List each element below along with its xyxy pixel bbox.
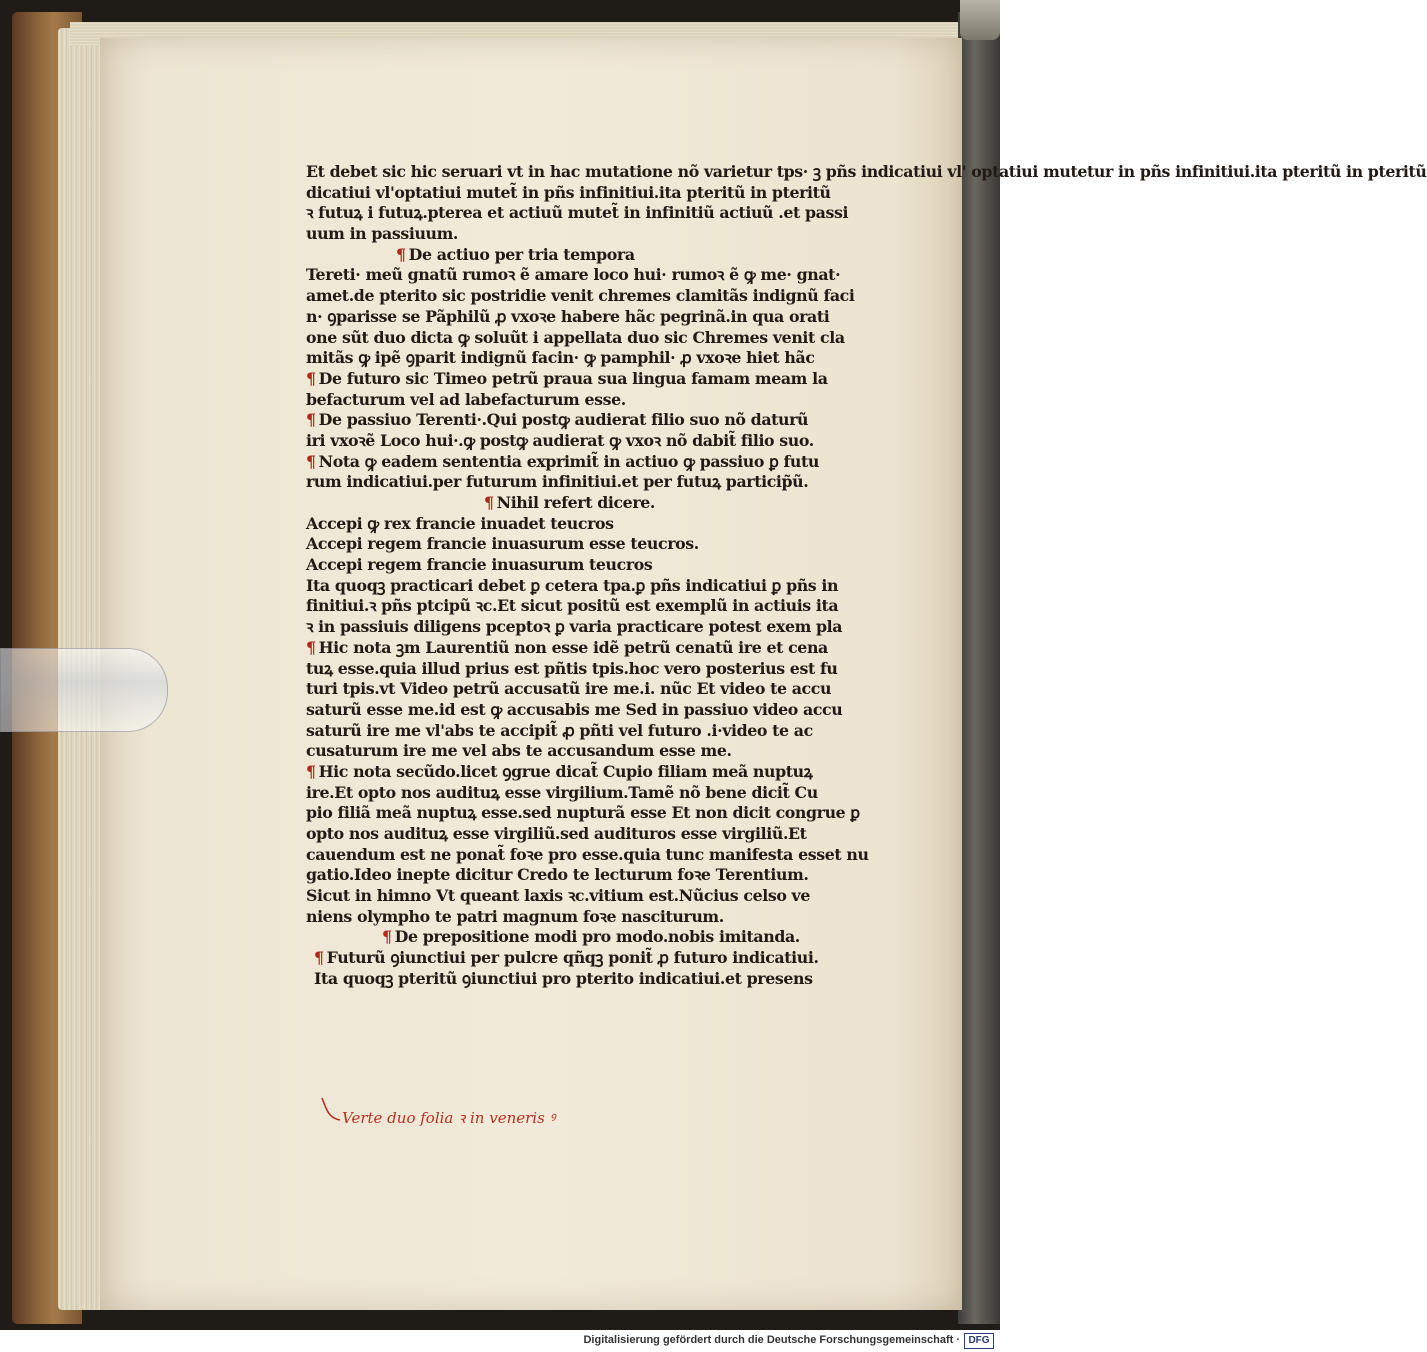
- rubric-pilcrow-icon: ¶: [314, 948, 324, 968]
- text-line: [306, 783, 896, 804]
- text-line: [306, 555, 896, 576]
- text-line-content: Tereti· meũ gnatũ rumoꝛ ẽ amare loco hui· rumoꝛ ẽ ꝙ me· gnat·: [306, 265, 841, 285]
- text-line-content: ire.Et opto nos audituꝝ esse virgilium.Tamẽ nõ bene dicit̃ Cu: [306, 782, 818, 802]
- text-line: [306, 907, 896, 928]
- text-line: [306, 369, 896, 390]
- text-line-content: opto nos audituꝝ esse virgiliũ.sed audituros esse virgiliũ.Et: [306, 824, 807, 843]
- text-line-content: befacturum vel ad labefacturum esse.: [306, 389, 626, 409]
- footer-credit: Digitalisierung gefördert durch die Deutsche Forschungsgemeinschaft ·: [583, 1334, 960, 1346]
- text-line-content: cauendum est ne ponat̃ foꝛe pro esse.quia tunc manifesta esset nu: [306, 844, 869, 864]
- rubric-pilcrow-icon: ¶: [382, 927, 392, 947]
- text-line: [306, 472, 896, 493]
- text-line: [306, 203, 896, 224]
- text-line-content: tuꝝ esse.quia illud prius est pñtis tpis.hoc vero posterius est fu: [306, 658, 838, 678]
- text-line-content: Hic nota ꝫm Laurentiũ non esse idẽ petrũ cenatũ ire et cena: [318, 637, 828, 657]
- text-line: [306, 245, 896, 266]
- rubric-pilcrow-icon: ¶: [396, 244, 406, 264]
- text-line: [306, 452, 896, 473]
- text-line-content: Accepi regem francie inuasurum esse teucros.: [306, 534, 699, 554]
- rubric-pilcrow-icon: ¶: [306, 410, 316, 430]
- rubric-pilcrow-icon: ¶: [306, 637, 316, 657]
- text-line: [306, 741, 896, 762]
- text-line-content: saturũ esse me.id est ꝙ accusabis me Sed in passiuo video accu: [306, 699, 843, 719]
- text-line: [306, 307, 896, 328]
- rubric-pilcrow-icon: ¶: [306, 368, 316, 388]
- text-line: [306, 390, 896, 411]
- text-line: [306, 183, 896, 204]
- text-line-content: Nota ꝙ eadem sententia exprimit̃ in actiuo ꝙ passiuo ꝑ futu: [318, 451, 819, 471]
- text-line: [306, 596, 896, 617]
- text-line: [306, 514, 896, 535]
- text-line: [306, 534, 896, 555]
- text-line-content: De passiuo Terenti·.Qui postꝙ audierat filio suo nõ daturũ: [318, 410, 809, 430]
- text-line: [306, 721, 896, 742]
- text-line: [306, 493, 896, 514]
- text-line-content: Nihil refert dicere.: [496, 493, 656, 512]
- text-line: [306, 617, 896, 638]
- text-line-content: ꝛ in passiuis diligens pceptoꝛ ꝑ varia practicare potest exem pla: [306, 617, 843, 637]
- text-line: [306, 265, 896, 286]
- text-line-content: Hic nota secũdo.licet ꝯgrue dicat̃ Cupio filiam meã nuptuꝝ: [318, 761, 813, 781]
- text-line: [306, 224, 896, 245]
- text-line-content: ꝛ futuꝝ i futuꝝ.pterea et actiuũ mutet̃ in infinitiũ actiuũ .et passi: [306, 203, 849, 223]
- text-line-content: amet.de pterito sic postridie venit chremes clamitãs indignũ faci: [306, 286, 855, 306]
- page-holder-strip: [0, 648, 168, 732]
- right-binding-board: [958, 12, 1000, 1324]
- text-line-content: cusaturum ire me vel abs te accusandum esse me.: [306, 741, 732, 761]
- text-line: [306, 431, 896, 452]
- text-line: [306, 927, 896, 948]
- text-line: [306, 845, 896, 866]
- clasp: [960, 0, 1000, 40]
- text-line: [306, 328, 896, 349]
- text-line-content: pio filiã meã nuptuꝝ esse.sed nupturã esse Et non dicit congrue ꝑ: [306, 803, 860, 823]
- text-line: [306, 659, 896, 680]
- text-line-content: niens olympho te patri magnum foꝛe nasciturum.: [306, 906, 724, 926]
- text-line-content: De prepositione modi pro modo.nobis imitanda.: [394, 927, 800, 947]
- text-line: [306, 348, 896, 369]
- text-line: [306, 948, 896, 969]
- rubric-pilcrow-icon: ¶: [306, 451, 316, 471]
- rubric-pilcrow-icon: ¶: [306, 761, 316, 781]
- dfg-logo: DFG: [964, 1333, 994, 1349]
- text-line-content: rum indicatiui.per futurum infinitiui.et per futuꝝ particip̃ũ.: [306, 472, 809, 492]
- text-line-content: Ita quoqꝫ practicari debet ꝑ cetera tpa.ꝑ pñs indicatiui ꝑ pñs in: [306, 575, 839, 595]
- text-block: [306, 162, 1427, 990]
- text-line-content: mitãs ꝙ ipẽ ꝯparit indignũ facin· ꝙ pamphil· ꝓ vxoꝛe hiet hãc: [306, 348, 815, 368]
- text-line-content: finitiui.ꝛ pñs ptcipũ ꝛc.Et sicut positũ est exemplũ in actiuis ita: [306, 596, 839, 616]
- text-line: [306, 410, 896, 431]
- text-line-content: Accepi regem francie inuasurum teucros: [306, 555, 653, 575]
- text-line: [306, 865, 896, 886]
- text-line: [306, 762, 896, 783]
- text-line-content: De actiuo per tria tempora: [408, 244, 635, 264]
- text-line-content: one sũt duo dicta ꝙ soluũt i appellata duo sic Chremes venit cla: [306, 327, 845, 347]
- text-line: [306, 162, 1427, 183]
- text-line-content: Et debet sic hic seruari vt in hac mutatione nõ varietur tps· ꝫ pñs indicatiui vl' optatiui mutetur in pñs infinitiui.ita pteritũ in pteritũ: [306, 162, 1427, 181]
- text-line: [306, 824, 896, 845]
- text-line: [306, 886, 896, 907]
- text-line: [306, 576, 896, 597]
- text-line-content: turi tpis.vt Video petrũ accusatũ ire me.i. nũc Et video te accu: [306, 679, 832, 699]
- text-line-content: uum in passiuum.: [306, 224, 459, 244]
- annotation-text: Verte duo folia ꝛ in veneris ꝰ: [342, 1109, 556, 1127]
- text-line: [306, 679, 896, 700]
- text-line-content: dicatiui vl'optatiui mutet̃ in pñs infinitiui.ita pteritũ in pteritũ: [306, 182, 831, 202]
- text-line-content: iri vxoꝛẽ Loco hui·.ꝙ postꝙ audierat ꝙ vxoꝛ nõ dabit̃ filio suo.: [306, 430, 814, 450]
- text-line: [306, 969, 896, 990]
- text-line-content: De futuro sic Timeo petrũ praua sua lingua famam meam la: [318, 368, 828, 388]
- text-line-content: Futurũ ꝯiunctiui per pulcre qñqꝫ ponit̃ ꝓ futuro indicatiui.: [326, 948, 819, 968]
- handwritten-annotation: [318, 1094, 738, 1134]
- rubric-pilcrow-icon: ¶: [484, 493, 494, 512]
- text-line-content: saturũ ire me vl'abs te accipit̃ ꝓ pñti vel futuro .i·video te ac: [306, 720, 813, 740]
- footer-bar: [0, 1330, 1000, 1352]
- text-line-content: n· ꝯparisse se Pãphilũ ꝓ vxoꝛe habere hãc pegrinã.in qua orati: [306, 306, 830, 326]
- text-line-content: Accepi ꝙ rex francie inuadet teucros: [306, 513, 614, 533]
- text-line-content: Sicut in himno Vt queant laxis ꝛc.vitium est.Nũcius celso ve: [306, 886, 810, 906]
- text-line: [306, 803, 896, 824]
- text-line-content: gatio.Ideo inepte dicitur Credo te lecturum foꝛe Terentium.: [306, 865, 809, 885]
- text-line: [306, 638, 896, 659]
- text-line: [306, 286, 896, 307]
- text-line: [306, 700, 896, 721]
- text-line-content: Ita quoqꝫ pteritũ ꝯiunctiui pro pterito indicatiui.et presens: [314, 968, 813, 988]
